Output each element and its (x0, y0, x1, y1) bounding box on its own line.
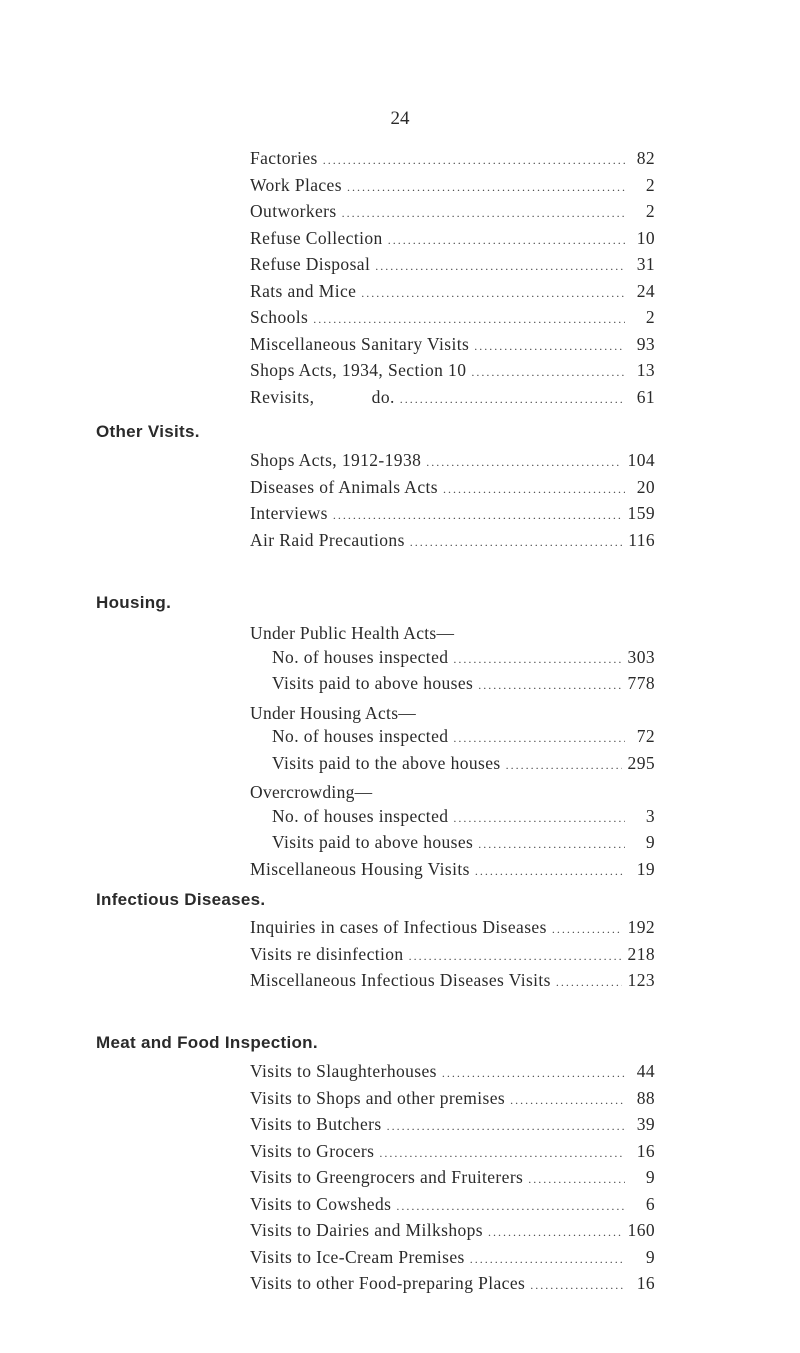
dot-leader (426, 455, 621, 470)
item-label: Visits paid to above houses (272, 832, 474, 852)
item-label: Visits to Cowsheds (250, 1193, 392, 1214)
list-item (250, 806, 655, 833)
list-item (250, 201, 655, 228)
dot-leader (470, 1252, 625, 1267)
item-value: 2 (645, 174, 655, 195)
item-label: Visits re disinfection (250, 943, 404, 964)
dot-leader (375, 259, 625, 274)
item-value: 44 (636, 1061, 655, 1081)
item-label: Miscellaneous Infectious Diseases Visits (250, 970, 551, 990)
top-visit-list (250, 148, 655, 413)
infectious-diseases-list (250, 917, 655, 997)
item-label: Refuse Collection (250, 227, 383, 248)
dot-leader (510, 1093, 625, 1108)
list-item (250, 1194, 655, 1221)
dot-leader (453, 652, 621, 667)
dot-leader (471, 365, 625, 380)
item-value: 82 (636, 148, 655, 168)
section-heading-infectious-diseases: Infectious Diseases. (96, 890, 266, 909)
item-value: 303 (627, 646, 655, 667)
list-item (250, 1114, 655, 1141)
item-label: Factories (250, 148, 318, 168)
dot-leader (442, 1066, 625, 1081)
item-label: Refuse Disposal (250, 254, 371, 274)
list-item (250, 726, 655, 753)
dot-leader (410, 535, 622, 550)
item-label: Shops Acts, 1912-1938 (250, 450, 422, 470)
item-value: 93 (636, 333, 655, 354)
other-visits-list (250, 450, 655, 556)
dot-leader (488, 1225, 622, 1240)
item-label: No. of houses inspected (272, 726, 449, 746)
list-item (250, 859, 655, 886)
section-heading-housing: Housing. (96, 593, 172, 612)
list-item (250, 1273, 655, 1300)
dot-leader (478, 837, 625, 852)
dot-leader (396, 1199, 625, 1214)
list-item (250, 673, 655, 700)
section-heading-other-visits: Other Visits. (96, 422, 200, 441)
dot-leader (409, 949, 622, 964)
item-label: Visits to Ice-Cream Premises (250, 1246, 465, 1267)
dot-leader (475, 864, 625, 879)
dot-leader (323, 153, 625, 168)
dot-leader (528, 1172, 625, 1187)
list-item (250, 148, 655, 175)
item-label: Visits to Slaughterhouses (250, 1061, 437, 1081)
list-item (250, 281, 655, 308)
item-value: 39 (636, 1114, 655, 1134)
item-label: Schools (250, 307, 309, 327)
item-value: 6 (645, 1193, 655, 1214)
item-value: 192 (627, 917, 655, 937)
list-item (250, 228, 655, 255)
dot-leader (506, 758, 622, 773)
item-label: Work Places (250, 174, 342, 195)
list-item (250, 1088, 655, 1115)
subheading-overcrowding: Overcrowding— (250, 782, 373, 802)
subheading-public-health-acts: Under Public Health Acts— (250, 623, 455, 643)
item-value: 31 (636, 254, 655, 274)
dot-leader (478, 678, 621, 693)
housing-list (250, 620, 655, 885)
dot-leader (388, 233, 625, 248)
list-item (250, 832, 655, 859)
item-value: 10 (636, 227, 655, 248)
list-item (250, 1061, 655, 1088)
item-label: No. of houses inspected (272, 646, 449, 667)
item-label: Shops Acts, 1934, Section 10 (250, 360, 467, 380)
item-label: Visits to Shops and other premises (250, 1087, 506, 1108)
item-label: Visits to Butchers (250, 1114, 382, 1134)
item-label: Inquiries in cases of Infectious Diseases (250, 917, 547, 937)
list-item (250, 360, 655, 387)
item-value: 2 (645, 307, 655, 327)
dot-leader (453, 731, 625, 746)
list-item (250, 1220, 655, 1247)
list-item (250, 970, 655, 997)
list-item (250, 1141, 655, 1168)
list-item (250, 944, 655, 971)
item-value: 159 (627, 503, 655, 523)
item-value: 24 (636, 280, 655, 301)
item-label: Visits to other Food-preparing Places (250, 1273, 526, 1293)
page-number: 24 (390, 108, 410, 129)
item-label: Air Raid Precautions (250, 529, 405, 550)
list-item (250, 503, 655, 530)
item-label: Outworkers (250, 201, 337, 221)
item-value: 20 (636, 476, 655, 497)
item-value: 160 (627, 1220, 655, 1240)
subheading-housing-acts: Under Housing Acts— (250, 702, 417, 723)
item-label: Miscellaneous Housing Visits (250, 858, 470, 879)
dot-leader (443, 482, 625, 497)
item-value: 72 (636, 726, 655, 746)
item-value: 19 (636, 858, 655, 879)
dot-leader (530, 1278, 625, 1293)
list-item (250, 254, 655, 281)
item-value: 3 (645, 805, 655, 826)
item-value: 61 (636, 386, 655, 407)
item-label: Rats and Mice (250, 280, 357, 301)
item-label: Revisits, do. (250, 386, 395, 407)
list-item (250, 1167, 655, 1194)
list-item (250, 530, 655, 557)
item-label: Visits to Greengrocers and Fruiterers (250, 1167, 524, 1187)
dot-leader (361, 286, 625, 301)
section-heading-meat-food-inspection: Meat and Food Inspection. (96, 1033, 318, 1052)
list-item (250, 477, 655, 504)
list-item (250, 334, 655, 361)
dot-leader (347, 180, 625, 195)
meat-food-inspection-list (250, 1061, 655, 1300)
item-value: 123 (627, 970, 655, 990)
list-item (250, 647, 655, 674)
dot-leader (313, 312, 625, 327)
item-label: Miscellaneous Sanitary Visits (250, 333, 470, 354)
dot-leader (333, 508, 622, 523)
item-value: 116 (628, 529, 655, 550)
item-value: 9 (645, 1246, 655, 1267)
item-label: Visits paid to the above houses (272, 752, 501, 773)
item-value: 295 (627, 752, 655, 773)
list-item (250, 753, 655, 780)
item-value: 13 (636, 360, 655, 380)
item-label: Interviews (250, 503, 328, 523)
item-label: Diseases of Animals Acts (250, 476, 438, 497)
dot-leader (342, 206, 625, 221)
item-label: No. of houses inspected (272, 805, 449, 826)
dot-leader (387, 1119, 625, 1134)
item-value: 218 (627, 943, 655, 964)
item-value: 2 (645, 201, 655, 221)
dot-leader (474, 339, 625, 354)
list-item (250, 917, 655, 944)
dot-leader (556, 975, 622, 990)
item-value: 9 (645, 1167, 655, 1187)
item-value: 88 (636, 1087, 655, 1108)
item-label: Visits to Grocers (250, 1140, 375, 1161)
list-item (250, 450, 655, 477)
list-item (250, 175, 655, 202)
item-value: 16 (636, 1140, 655, 1161)
item-value: 104 (627, 450, 655, 470)
dot-leader (453, 811, 625, 826)
item-label: Visits paid to above houses (272, 673, 474, 693)
list-item (250, 1247, 655, 1274)
item-value: 9 (645, 832, 655, 852)
item-value: 16 (636, 1273, 655, 1293)
item-label: Visits to Dairies and Milkshops (250, 1220, 484, 1240)
dot-leader (379, 1146, 625, 1161)
dot-leader (552, 922, 622, 937)
list-item (250, 307, 655, 334)
list-item (250, 387, 655, 414)
item-value: 778 (627, 673, 655, 693)
dot-leader (400, 392, 625, 407)
